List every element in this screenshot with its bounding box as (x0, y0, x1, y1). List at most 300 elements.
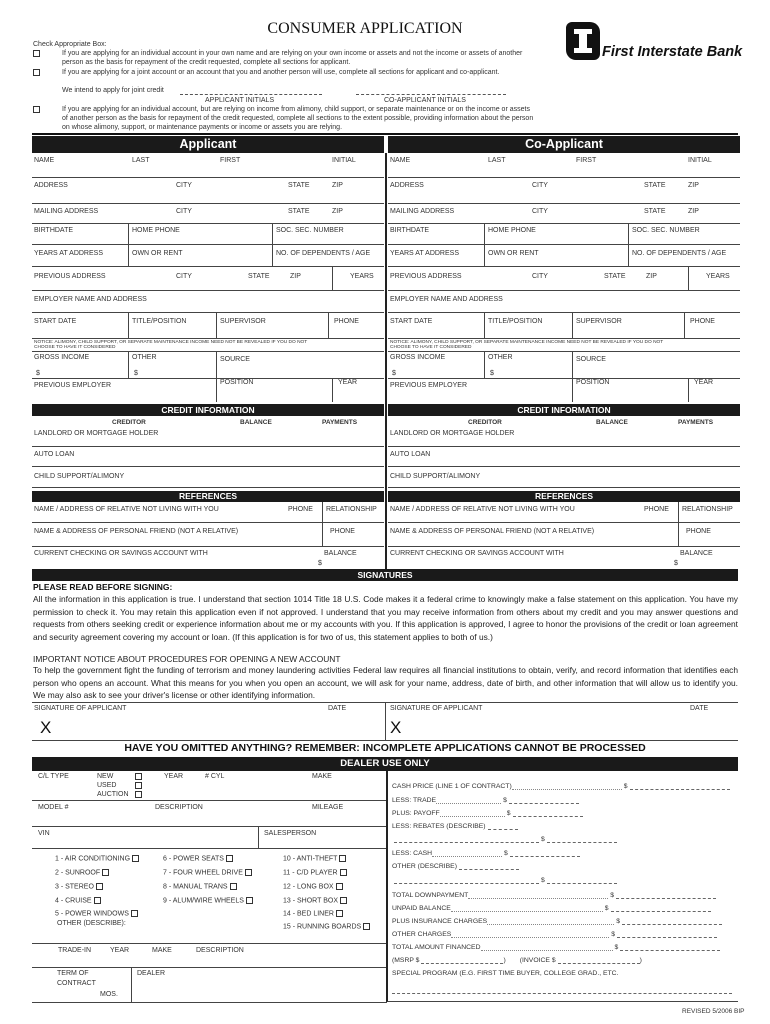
employment-field[interactable] (388, 338, 740, 339)
divider (388, 487, 740, 488)
logo-text: First Interstate Bank (602, 44, 743, 60)
new-checkbox[interactable] (135, 773, 142, 780)
vehicle-option[interactable] (55, 910, 138, 918)
birthdate-field[interactable] (32, 244, 384, 245)
divider (332, 266, 333, 290)
initial-label: INITIAL (332, 157, 356, 164)
mailing-address-label: MAILING ADDRESS (34, 208, 99, 215)
divider (216, 351, 217, 402)
relationship-label: RELATIONSHIP (326, 506, 377, 513)
vehicle-option-label: 10 - ANTI-THEFT (283, 855, 338, 863)
ssn-label: SOC. SEC. NUMBER (632, 227, 700, 234)
vehicle-option[interactable] (55, 883, 103, 891)
account-balance-label: BALANCE (680, 550, 713, 557)
vehicle-option-checkbox[interactable] (131, 910, 138, 917)
trade-make-label: MAKE (152, 947, 172, 954)
friend-label[interactable]: NAME & ADDRESS OF PERSONAL FRIEND (NOT A RELATIVE) (34, 528, 239, 535)
dot-leader (436, 798, 501, 804)
divider (688, 266, 689, 290)
divider (258, 826, 259, 848)
vehicle-option[interactable] (283, 883, 343, 891)
option1-text-2: person as the basis for repayment of the credit requested, complete all sections for applicant. (62, 59, 351, 66)
divider (32, 522, 384, 523)
less-trade-field[interactable] (509, 798, 579, 804)
logo-mark-icon (566, 22, 600, 60)
divider (388, 446, 740, 447)
new-label: NEW (97, 773, 114, 780)
vehicle-option[interactable] (55, 869, 109, 877)
cash-price-row (392, 783, 730, 790)
credit-row-auto-loan[interactable]: AUTO LOAN (390, 451, 431, 458)
vehicle-option-label: 13 - SHORT BOX (283, 897, 338, 905)
cash-price-label: CASH PRICE (LINE 1 OF CONTRACT) (392, 783, 512, 790)
dollar-sign: $ (503, 797, 507, 804)
account-balance-label: BALANCE (324, 550, 357, 557)
address-field[interactable] (32, 203, 384, 204)
last-label: LAST (488, 157, 506, 164)
prev-city-label: CITY (532, 273, 548, 280)
vehicle-option[interactable] (55, 897, 101, 905)
credit-row-auto-loan[interactable]: AUTO LOAN (34, 451, 75, 458)
other-amount-description-field[interactable] (394, 878, 539, 884)
title-position-label: TITLE/POSITION (488, 318, 543, 325)
home-phone-label: HOME PHONE (488, 227, 536, 234)
less-trade-label: LESS: TRADE (392, 797, 437, 804)
divider (332, 378, 333, 402)
coapplicant-signature-field[interactable]: X (390, 718, 402, 737)
name-field[interactable] (32, 177, 384, 178)
vehicle-option-checkbox[interactable] (94, 897, 101, 904)
less-trade-row (392, 797, 579, 804)
prev-state-label: STATE (248, 273, 270, 280)
previous-address-label: PREVIOUS ADDRESS (390, 273, 462, 280)
vehicle-option-checkbox[interactable] (230, 883, 237, 890)
other-income-label: OTHER (488, 354, 513, 361)
vehicle-option-checkbox[interactable] (226, 855, 233, 862)
dollar-sign: $ (611, 931, 616, 938)
plus-payoff-field[interactable] (513, 811, 583, 817)
total-amount-financed-row (392, 944, 720, 951)
dollar-sign: $ (541, 836, 545, 843)
vehicle-option[interactable] (283, 855, 346, 863)
dependents-label: NO. OF DEPENDENTS / AGE (632, 250, 727, 257)
vehicle-option-checkbox[interactable] (336, 883, 343, 890)
references-bar: REFERENCES (32, 491, 384, 502)
vehicle-option-label: 4 - CRUISE (55, 897, 92, 905)
read-before-signing: PLEASE READ BEFORE SIGNING: (33, 582, 173, 592)
vehicle-option-label: 3 - STEREO (55, 883, 94, 891)
dollar-sign: $ (504, 850, 508, 857)
vehicle-option-checkbox[interactable] (340, 869, 347, 876)
other-charges-row (392, 931, 717, 938)
option3-text-2: of another person as the basis for repayment of the credit requested, complete all sections to the extent possible, providing information about the person (62, 115, 534, 122)
birthdate-label: BIRTHDATE (390, 227, 430, 234)
previous-employer-label: PREVIOUS EMPLOYER (390, 382, 468, 389)
mailing-zip-label: ZIP (688, 208, 699, 215)
relative-label[interactable]: NAME / ADDRESS OF RELATIVE NOT LIVING WITH YOU (34, 506, 219, 513)
vehicle-option[interactable] (163, 897, 253, 905)
credit-row-landlord[interactable]: LANDLORD OR MORTGAGE HOLDER (34, 430, 159, 437)
vehicle-option-checkbox[interactable] (363, 923, 370, 930)
credit-row-child-support[interactable]: CHILD SUPPORT/ALIMONY (34, 473, 125, 480)
birthdate-field[interactable] (388, 244, 740, 245)
source-label: SOURCE (220, 356, 250, 363)
prev-state-label: STATE (604, 273, 626, 280)
state-label: STATE (644, 182, 666, 189)
rebates-amount-description-field[interactable] (394, 837, 539, 843)
divider (32, 826, 387, 827)
dollar-sign: $ (614, 944, 619, 951)
trade-description-label: DESCRIPTION (196, 947, 244, 954)
years-label: YEARS (350, 273, 374, 280)
paren: ) (639, 957, 642, 964)
employment-field[interactable] (32, 338, 384, 339)
vehicle-option-checkbox[interactable] (336, 910, 343, 917)
other-charges-field[interactable] (617, 932, 717, 938)
supervisor-label: SUPERVISOR (576, 318, 622, 325)
dot-leader (451, 932, 609, 938)
joint-intent-label: We intend to apply for joint credit (62, 87, 164, 94)
credit-info-bar: CREDIT INFORMATION (388, 404, 740, 416)
cyl-label: # CYL (205, 773, 225, 780)
gross-income-label: GROSS INCOME (390, 354, 446, 361)
vehicle-option-label: 15 - RUNNING BOARDS (283, 923, 362, 931)
section-title-bar: Applicant (32, 136, 384, 153)
less-cash-row (392, 850, 580, 857)
other-amount-field[interactable] (547, 878, 617, 884)
vehicle-option-checkbox[interactable] (132, 855, 139, 862)
creditor-header: CREDITOR (112, 419, 146, 426)
coapplicant-section (388, 136, 738, 570)
divider (388, 351, 740, 352)
other-describe-row (392, 863, 519, 870)
plus-payoff-row (392, 810, 583, 817)
divider (32, 487, 384, 488)
divider (388, 466, 740, 467)
unpaid-balance-label: UNPAID BALANCE (392, 905, 451, 912)
name-field[interactable] (388, 177, 740, 178)
city-label: CITY (176, 182, 192, 189)
start-date-label: START DATE (390, 318, 433, 325)
option3-checkbox[interactable] (33, 106, 40, 113)
trade-in-label: TRADE-IN (58, 947, 92, 954)
friend-phone-label: PHONE (686, 528, 711, 535)
ssn-label: SOC. SEC. NUMBER (276, 227, 344, 234)
relationship-label: RELATIONSHIP (682, 506, 733, 513)
vehicle-option-checkbox[interactable] (245, 869, 252, 876)
year-label: YEAR (164, 773, 184, 780)
vehicle-option[interactable] (283, 869, 347, 877)
vehicle-option-label: 12 - LONG BOX (283, 883, 334, 891)
invoice-field[interactable] (558, 958, 640, 964)
notice-text: To help the government fight the funding of terrorism and money laundering activities Federal law requires all financial institutions to obtain, verify, and record information that identifies each person who opens an account. What this means for you when you open an account, we will ask for your name, address, date of birth, and other information that will allow us to identify you. We may also ask to see your driver's license or other identifying information. (33, 665, 738, 701)
friend-label[interactable]: NAME & ADDRESS OF PERSONAL FRIEND (NOT A RELATIVE) (390, 528, 595, 535)
dot-leader (432, 851, 502, 857)
ref-phone-label: PHONE (644, 506, 669, 513)
incomplete-reminder: HAVE YOU OMITTED ANYTHING? REMEMBER: INCOMPLETE APPLICATIONS CANNOT BE PROCESSED (124, 742, 646, 754)
msrp-invoice-row (392, 957, 642, 964)
paren: ) (503, 957, 506, 964)
mailing-state-label: STATE (644, 208, 666, 215)
prev-zip-label: ZIP (646, 273, 657, 280)
dollar-sign: $ (616, 918, 620, 925)
year-label: YEAR (694, 379, 714, 386)
dollar-sign: $ (604, 905, 609, 912)
vehicle-option-label: 9 - ALUM/WIRE WHEELS (163, 897, 244, 905)
coapplicant-initials-line[interactable] (356, 94, 506, 95)
dollar-sign: $ (610, 892, 615, 899)
dot-leader (440, 811, 505, 817)
other-charges-label: OTHER CHARGES (392, 931, 452, 938)
vehicle-option[interactable] (163, 883, 237, 891)
check-label: Check Appropriate Box: (33, 41, 107, 48)
zip-label: ZIP (688, 182, 699, 189)
other-describe-label: OTHER (DESCRIBE): (57, 920, 126, 927)
option1-checkbox[interactable] (33, 50, 40, 57)
insurance-charges-field[interactable] (622, 919, 722, 925)
msrp-label: (MSRP $ (392, 957, 420, 964)
special-program-field[interactable] (392, 993, 732, 994)
previous-address-field[interactable] (32, 290, 384, 291)
column-divider (385, 153, 387, 569)
coapplicant-initials-label: CO-APPLICANT INITIALS (384, 97, 466, 104)
vehicle-option-label: 14 - BED LINER (283, 910, 334, 918)
employer-label: EMPLOYER NAME AND ADDRESS (34, 296, 147, 303)
divider (32, 446, 384, 447)
years-at-address-label: YEARS AT ADDRESS (34, 250, 103, 257)
account-balance-dollar[interactable]: $ (318, 560, 322, 567)
divider (688, 378, 689, 402)
contract-label: CONTRACT (57, 980, 96, 987)
used-label: USED (97, 782, 117, 789)
option3-text-3: on whose alimony, support, or maintenance payments or income or assets you are relying. (62, 124, 343, 131)
divider (678, 502, 679, 546)
vehicle-option-checkbox[interactable] (246, 897, 253, 904)
other-describe-label: OTHER (DESCRIBE) (392, 863, 457, 870)
divider (388, 522, 740, 523)
account-label[interactable]: CURRENT CHECKING OR SAVINGS ACCOUNT WITH (34, 550, 208, 557)
term-label: TERM OF (57, 970, 89, 977)
year-label: YEAR (338, 379, 358, 386)
source-label: SOURCE (576, 356, 606, 363)
applicant-section (32, 136, 384, 570)
invoice-label: (INVOICE $ (519, 957, 556, 964)
vehicle-option[interactable] (283, 897, 347, 905)
initial-label: INITIAL (688, 157, 712, 164)
alimony-notice-2: CHOOSE TO HAVE IT CONSIDERED (390, 345, 472, 350)
auction-checkbox[interactable] (135, 791, 142, 798)
salesperson-label: SALESPERSON (264, 830, 317, 837)
applicant-signature-field[interactable]: X (40, 718, 52, 737)
position-label: POSITION (576, 379, 610, 386)
address-label: ADDRESS (34, 182, 68, 189)
total-downpayment-row (392, 892, 716, 899)
section-title-bar: Co-Applicant (388, 136, 740, 153)
vehicle-option-checkbox[interactable] (339, 855, 346, 862)
supervisor-label: SUPERVISOR (220, 318, 266, 325)
divider (32, 546, 384, 547)
own-or-rent-label: OWN OR RENT (488, 250, 539, 257)
option2-checkbox[interactable] (33, 69, 40, 76)
vin-label: VIN (38, 830, 50, 837)
mileage-label: MILEAGE (312, 804, 344, 811)
account-label[interactable]: CURRENT CHECKING OR SAVINGS ACCOUNT WITH (390, 550, 564, 557)
dot-leader (487, 919, 614, 925)
divider (131, 967, 132, 1002)
model-label: MODEL # (38, 804, 69, 811)
mailing-address-label: MAILING ADDRESS (390, 208, 455, 215)
dollar-sign: $ (623, 783, 628, 790)
previous-address-field[interactable] (388, 290, 740, 291)
credit-row-landlord[interactable]: LANDLORD OR MORTGAGE HOLDER (390, 430, 515, 437)
divider (328, 312, 329, 338)
gross-income-dollar[interactable]: $ (36, 370, 40, 377)
divider (484, 312, 485, 338)
vehicle-option-label: 8 - MANUAL TRANS (163, 883, 228, 891)
signature-label: SIGNATURE OF APPLICANT (34, 705, 127, 712)
mailing-address-field[interactable] (32, 223, 384, 224)
relative-label[interactable]: NAME / ADDRESS OF RELATIVE NOT LIVING WITH YOU (390, 506, 575, 513)
special-program-label: SPECIAL PROGRAM (E.G. FIRST TIME BUYER, COLLEGE GRAD., ETC. (392, 970, 619, 977)
home-phone-label: HOME PHONE (132, 227, 180, 234)
mos-label: MOS. (100, 991, 118, 998)
total-downpayment-label: TOTAL DOWNPAYMENT (392, 892, 469, 899)
cash-price-field[interactable] (630, 784, 730, 790)
start-date-label: START DATE (34, 318, 77, 325)
vehicle-option-label: 1 - AIR CONDITIONING (55, 855, 131, 863)
mailing-state-label: STATE (288, 208, 310, 215)
signatures-bar: SIGNATURES (32, 569, 738, 581)
other-income-dollar[interactable]: $ (490, 370, 494, 377)
vehicle-option[interactable] (163, 855, 233, 863)
less-rebates-field[interactable] (488, 824, 518, 830)
divider (572, 351, 573, 402)
description-label: DESCRIPTION (155, 804, 203, 811)
other-amount-row (392, 877, 617, 884)
vehicle-option-label: 6 - POWER SEATS (163, 855, 224, 863)
payments-header: PAYMENTS (678, 419, 714, 426)
divider (684, 312, 685, 338)
dependents-label: NO. OF DEPENDENTS / AGE (276, 250, 371, 257)
gross-income-label: GROSS INCOME (34, 354, 90, 361)
credit-row-child-support[interactable]: CHILD SUPPORT/ALIMONY (390, 473, 481, 480)
insurance-charges-label: PLUS INSURANCE CHARGES (392, 918, 488, 925)
revised-label: REVISED 5/2006 BIP (682, 1008, 745, 1015)
name-label: NAME (34, 157, 55, 164)
prev-zip-label: ZIP (290, 273, 301, 280)
mailing-city-label: CITY (532, 208, 548, 215)
state-label: STATE (288, 182, 310, 189)
vehicle-option[interactable] (163, 869, 252, 877)
divider (572, 312, 573, 338)
applicant-initials-line[interactable] (180, 94, 322, 95)
divider (32, 351, 384, 352)
years-at-address-label: YEARS AT ADDRESS (390, 250, 459, 257)
employer-field[interactable] (32, 312, 384, 313)
dealer-label: DEALER (137, 970, 166, 977)
other-describe-field[interactable] (459, 864, 519, 870)
balance-header: BALANCE (596, 419, 628, 426)
divider (32, 967, 387, 968)
creditor-header: CREDITOR (468, 419, 502, 426)
name-label: NAME (390, 157, 411, 164)
friend-phone-label: PHONE (330, 528, 355, 535)
vehicle-option[interactable] (283, 910, 343, 918)
dot-leader (451, 906, 603, 912)
prev-city-label: CITY (176, 273, 192, 280)
ref-phone-label: PHONE (288, 506, 313, 513)
less-cash-label: LESS: CASH (392, 850, 433, 857)
rebates-amount-field[interactable] (547, 837, 617, 843)
position-label: POSITION (220, 379, 254, 386)
certification-statement: All the information in this application is true. I understand that section 1014 Title 18 U.S. Code makes it a federal crime to knowingly make a false statement on this application. You have my permission to check it. You may retain this application even if not approved. I understand that you may receive information from others about my credit and you may answer questions and requests from others seeking credit or experience information about me or my accounts with you. If this application is approved, I agree to honor the provisions of the credit or loan agreement and security agreement covering my account or loan. (If this application is for two of us, this statement applies to both of us.) (33, 594, 738, 642)
previous-employer-label: PREVIOUS EMPLOYER (34, 382, 112, 389)
zip-label: ZIP (332, 182, 343, 189)
msrp-field[interactable] (421, 957, 506, 964)
address-field[interactable] (388, 203, 740, 204)
gross-income-dollar[interactable]: $ (392, 370, 396, 377)
last-label: LAST (132, 157, 150, 164)
unpaid-balance-field[interactable] (611, 906, 711, 912)
divider (128, 351, 129, 378)
coapplicant-date-label: DATE (690, 705, 709, 712)
rebates-amount-row (392, 836, 617, 843)
vehicle-option[interactable] (283, 923, 370, 931)
divider (322, 502, 323, 546)
account-balance-dollar[interactable]: $ (674, 560, 678, 567)
plus-payoff-label: PLUS: PAYOFF (392, 810, 440, 817)
vehicle-option-checkbox[interactable] (340, 897, 347, 904)
dot-leader (512, 784, 622, 790)
option3-text: If you are applying for an individual account, but are relying on income from alimony, child support, or separate maintenance or on the income or assets (62, 106, 530, 113)
less-rebates-row (392, 823, 518, 830)
years-label: YEARS (706, 273, 730, 280)
header-divider (32, 133, 738, 135)
employer-field[interactable] (388, 312, 740, 313)
first-label: FIRST (576, 157, 597, 164)
used-checkbox[interactable] (135, 782, 142, 789)
own-or-rent-label: OWN OR RENT (132, 250, 183, 257)
first-label: FIRST (220, 157, 241, 164)
divider (32, 466, 384, 467)
less-cash-field[interactable] (510, 851, 580, 857)
dealer-bar: DEALER USE ONLY (32, 757, 738, 771)
vehicle-option-checkbox[interactable] (102, 869, 109, 876)
divider (32, 1002, 387, 1003)
vehicle-option[interactable] (55, 855, 139, 863)
dot-leader (468, 893, 608, 899)
total-downpayment-field[interactable] (616, 893, 716, 899)
total-amount-financed-field[interactable] (620, 945, 720, 951)
alimony-notice-2: CHOOSE TO HAVE IT CONSIDERED (34, 345, 116, 350)
trade-year-label: YEAR (110, 947, 130, 954)
date-label: DATE (328, 705, 347, 712)
option1-text: If you are applying for an individual account in your own name and are relying on your own income or assets and not the income or assets of another (62, 50, 523, 57)
city-label: CITY (532, 182, 548, 189)
vehicle-option-checkbox[interactable] (96, 883, 103, 890)
divider (32, 848, 387, 849)
mailing-address-field[interactable] (388, 223, 740, 224)
divider (128, 312, 129, 338)
employer-label: EMPLOYER NAME AND ADDRESS (390, 296, 503, 303)
cl-type-label: C/L TYPE (38, 773, 69, 780)
other-income-dollar[interactable]: $ (134, 370, 138, 377)
phone-label: PHONE (334, 318, 359, 325)
vehicle-option-label: 2 - SUNROOF (55, 869, 101, 877)
divider (32, 740, 738, 741)
auction-label: AUCTION (97, 791, 129, 798)
alimony-notice: NOTICE: ALIMONY, CHILD SUPPORT, OR SEPARATE MAINTENANCE INCOME NEED NOT BE REVEALED IF YOU DO NOT (34, 340, 308, 345)
